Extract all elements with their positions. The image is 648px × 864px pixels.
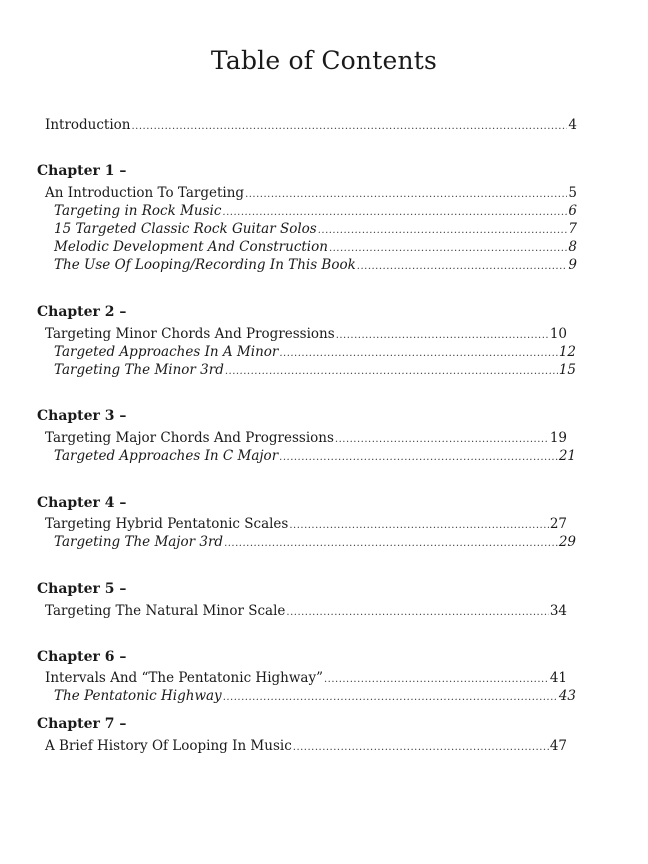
toc-page-number: 7 [568, 221, 577, 237]
chapter-heading: Chapter 7 – [37, 716, 127, 732]
dot-leader [293, 739, 549, 757]
toc-page-number: 21 [558, 448, 576, 464]
dot-leader [279, 449, 558, 467]
toc-subentry[interactable] [54, 202, 577, 222]
dot-leader [225, 363, 558, 381]
chapter-heading: Chapter 5 – [37, 581, 127, 597]
toc-page-number: 34 [549, 603, 567, 619]
toc-entry-label: Intervals And “The Pentatonic Highway” [45, 670, 323, 686]
toc-page-number: 5 [568, 185, 577, 201]
toc-subentry[interactable] [54, 447, 576, 467]
toc-entry-label: Targeting in Rock Music [54, 203, 222, 219]
chapter-heading: Chapter 4 – [37, 495, 127, 511]
toc-page-number: 10 [549, 326, 567, 342]
toc-subentry[interactable] [54, 256, 577, 276]
toc-page-number: 12 [558, 344, 576, 360]
toc-subentry[interactable] [54, 687, 576, 707]
toc-entry-label: A Brief History Of Looping In Music [45, 738, 292, 754]
toc-page-number: 8 [568, 239, 577, 255]
dot-leader [224, 535, 558, 553]
toc-entry-label: Targeting Hybrid Pentatonic Scales [45, 516, 289, 532]
toc-entry-label: An Introduction To Targeting [45, 185, 245, 201]
toc-subentry[interactable] [54, 533, 576, 553]
toc-entry-label: The Use Of Looping/Recording In This Book [54, 257, 356, 273]
toc-entry[interactable] [45, 737, 567, 757]
toc-entry-label: Melodic Development And Construction [54, 239, 328, 255]
toc-entry[interactable] [45, 184, 577, 204]
toc-entry-label: Targeting Minor Chords And Progressions [45, 326, 335, 342]
chapter-heading: Chapter 6 – [37, 649, 127, 665]
toc-entry-label: Targeted Approaches In C Major [54, 448, 279, 464]
toc-page-number: 41 [549, 670, 567, 686]
toc-subentry[interactable] [54, 220, 577, 240]
dot-leader [132, 118, 568, 136]
toc-subentry[interactable] [54, 343, 576, 363]
toc-entry-label: Targeted Approaches In A Minor [54, 344, 279, 360]
toc-entry-label: Targeting The Minor 3rd [54, 362, 224, 378]
toc-entry[interactable] [45, 515, 567, 535]
toc-entry[interactable] [45, 325, 567, 345]
toc-page-number: 43 [558, 688, 576, 704]
toc-entry[interactable] [45, 669, 567, 689]
toc-entry-label: Targeting The Natural Minor Scale [45, 603, 286, 619]
toc-subentry[interactable] [54, 361, 576, 381]
toc-entry[interactable] [45, 602, 567, 622]
toc-page-number: 15 [558, 362, 576, 378]
toc-page-number: 27 [549, 516, 567, 532]
page-title: Table of Contents [210, 46, 438, 75]
toc-page-number: 47 [549, 738, 567, 754]
toc-page-number: 29 [558, 534, 576, 550]
toc-entry-label: Targeting The Major 3rd [54, 534, 224, 550]
toc-page-number: 6 [568, 203, 577, 219]
toc-entry-introduction[interactable] [45, 116, 577, 136]
toc-entry-label: Introduction [45, 117, 131, 133]
chapter-heading: Chapter 3 – [37, 408, 127, 424]
toc-entry-label: The Pentatonic Highway [54, 688, 222, 704]
dot-leader [223, 689, 558, 707]
toc-page-number: 9 [568, 257, 577, 273]
toc-entry-label: 15 Targeted Classic Rock Guitar Solos [54, 221, 317, 237]
chapter-heading: Chapter 2 – [37, 304, 127, 320]
toc-entry[interactable] [45, 429, 567, 449]
toc-page-number: 19 [549, 430, 567, 446]
toc-subentry[interactable] [54, 238, 577, 258]
dot-leader [357, 258, 568, 276]
dot-leader [286, 604, 548, 622]
toc-page-number: 4 [568, 117, 577, 133]
toc-entry-label: Targeting Major Chords And Progressions [45, 430, 334, 446]
chapter-heading: Chapter 1 – [37, 163, 127, 179]
